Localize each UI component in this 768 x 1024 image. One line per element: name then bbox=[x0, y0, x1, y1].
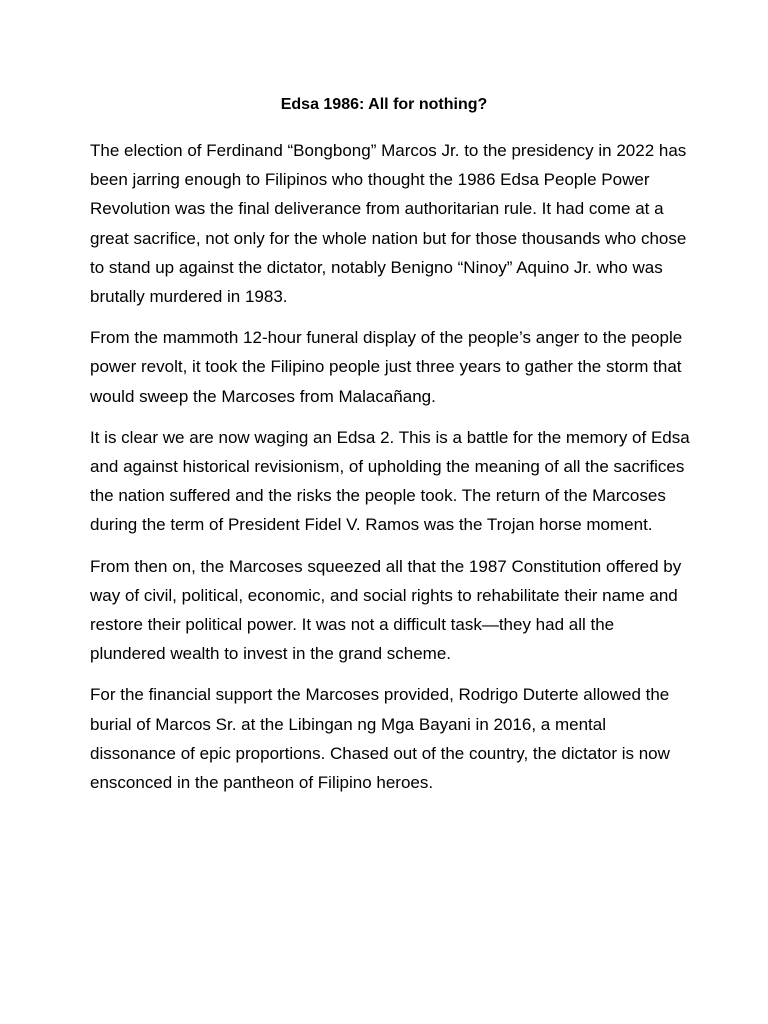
paragraph: For the financial support the Marcoses provided, Rodrigo Duterte allowed the burial of Marcos Sr. at the Libingan ng Mga Bayani in 2016, a mental dissonance of epic proportions. Chased out of the country, the dictator is now ensconced in the pantheon of Filipino heroes. bbox=[90, 685, 670, 793]
paragraph: The election of Ferdinand “Bongbong” Marcos Jr. to the presidency in 2022 has been jarring enough to Filipinos who thought the 1986 Edsa People Power Revolution was the final deliverance from authoritarian rule. It had come at a great sacrifice, not only for the whole nation but for those thousands who chose to stand up against the dictator, notably Benigno “Ninoy” Aquino Jr. who was brutally murdered in 1983. bbox=[90, 141, 687, 307]
paragraph: From then on, the Marcoses squeezed all that the 1987 Constitution offered by way of civil, political, economic, and social rights to rehabilitate their name and restore their political power. It was not a difficult task—they had all the plundered wealth to invest in the grand scheme. bbox=[90, 556, 682, 664]
paragraph: From the mammoth 12-hour funeral display of the people’s anger to the people power revolt, it took the Filipino people just three years to gather the storm that would sweep the Marcoses from Malacañang. bbox=[90, 328, 683, 406]
document-title: Edsa 1986: All for nothing? bbox=[280, 96, 488, 113]
paragraph: It is clear we are now waging an Edsa 2. This is a battle for the memory of Edsa and against historical revisionism, of upholding the meaning of all the sacrifices the nation suffered and the risks the people took. The return of the Marcoses during the term of President Fidel V. Ramos was the Trojan horse moment. bbox=[90, 427, 690, 535]
document-body bbox=[90, 136, 690, 809]
